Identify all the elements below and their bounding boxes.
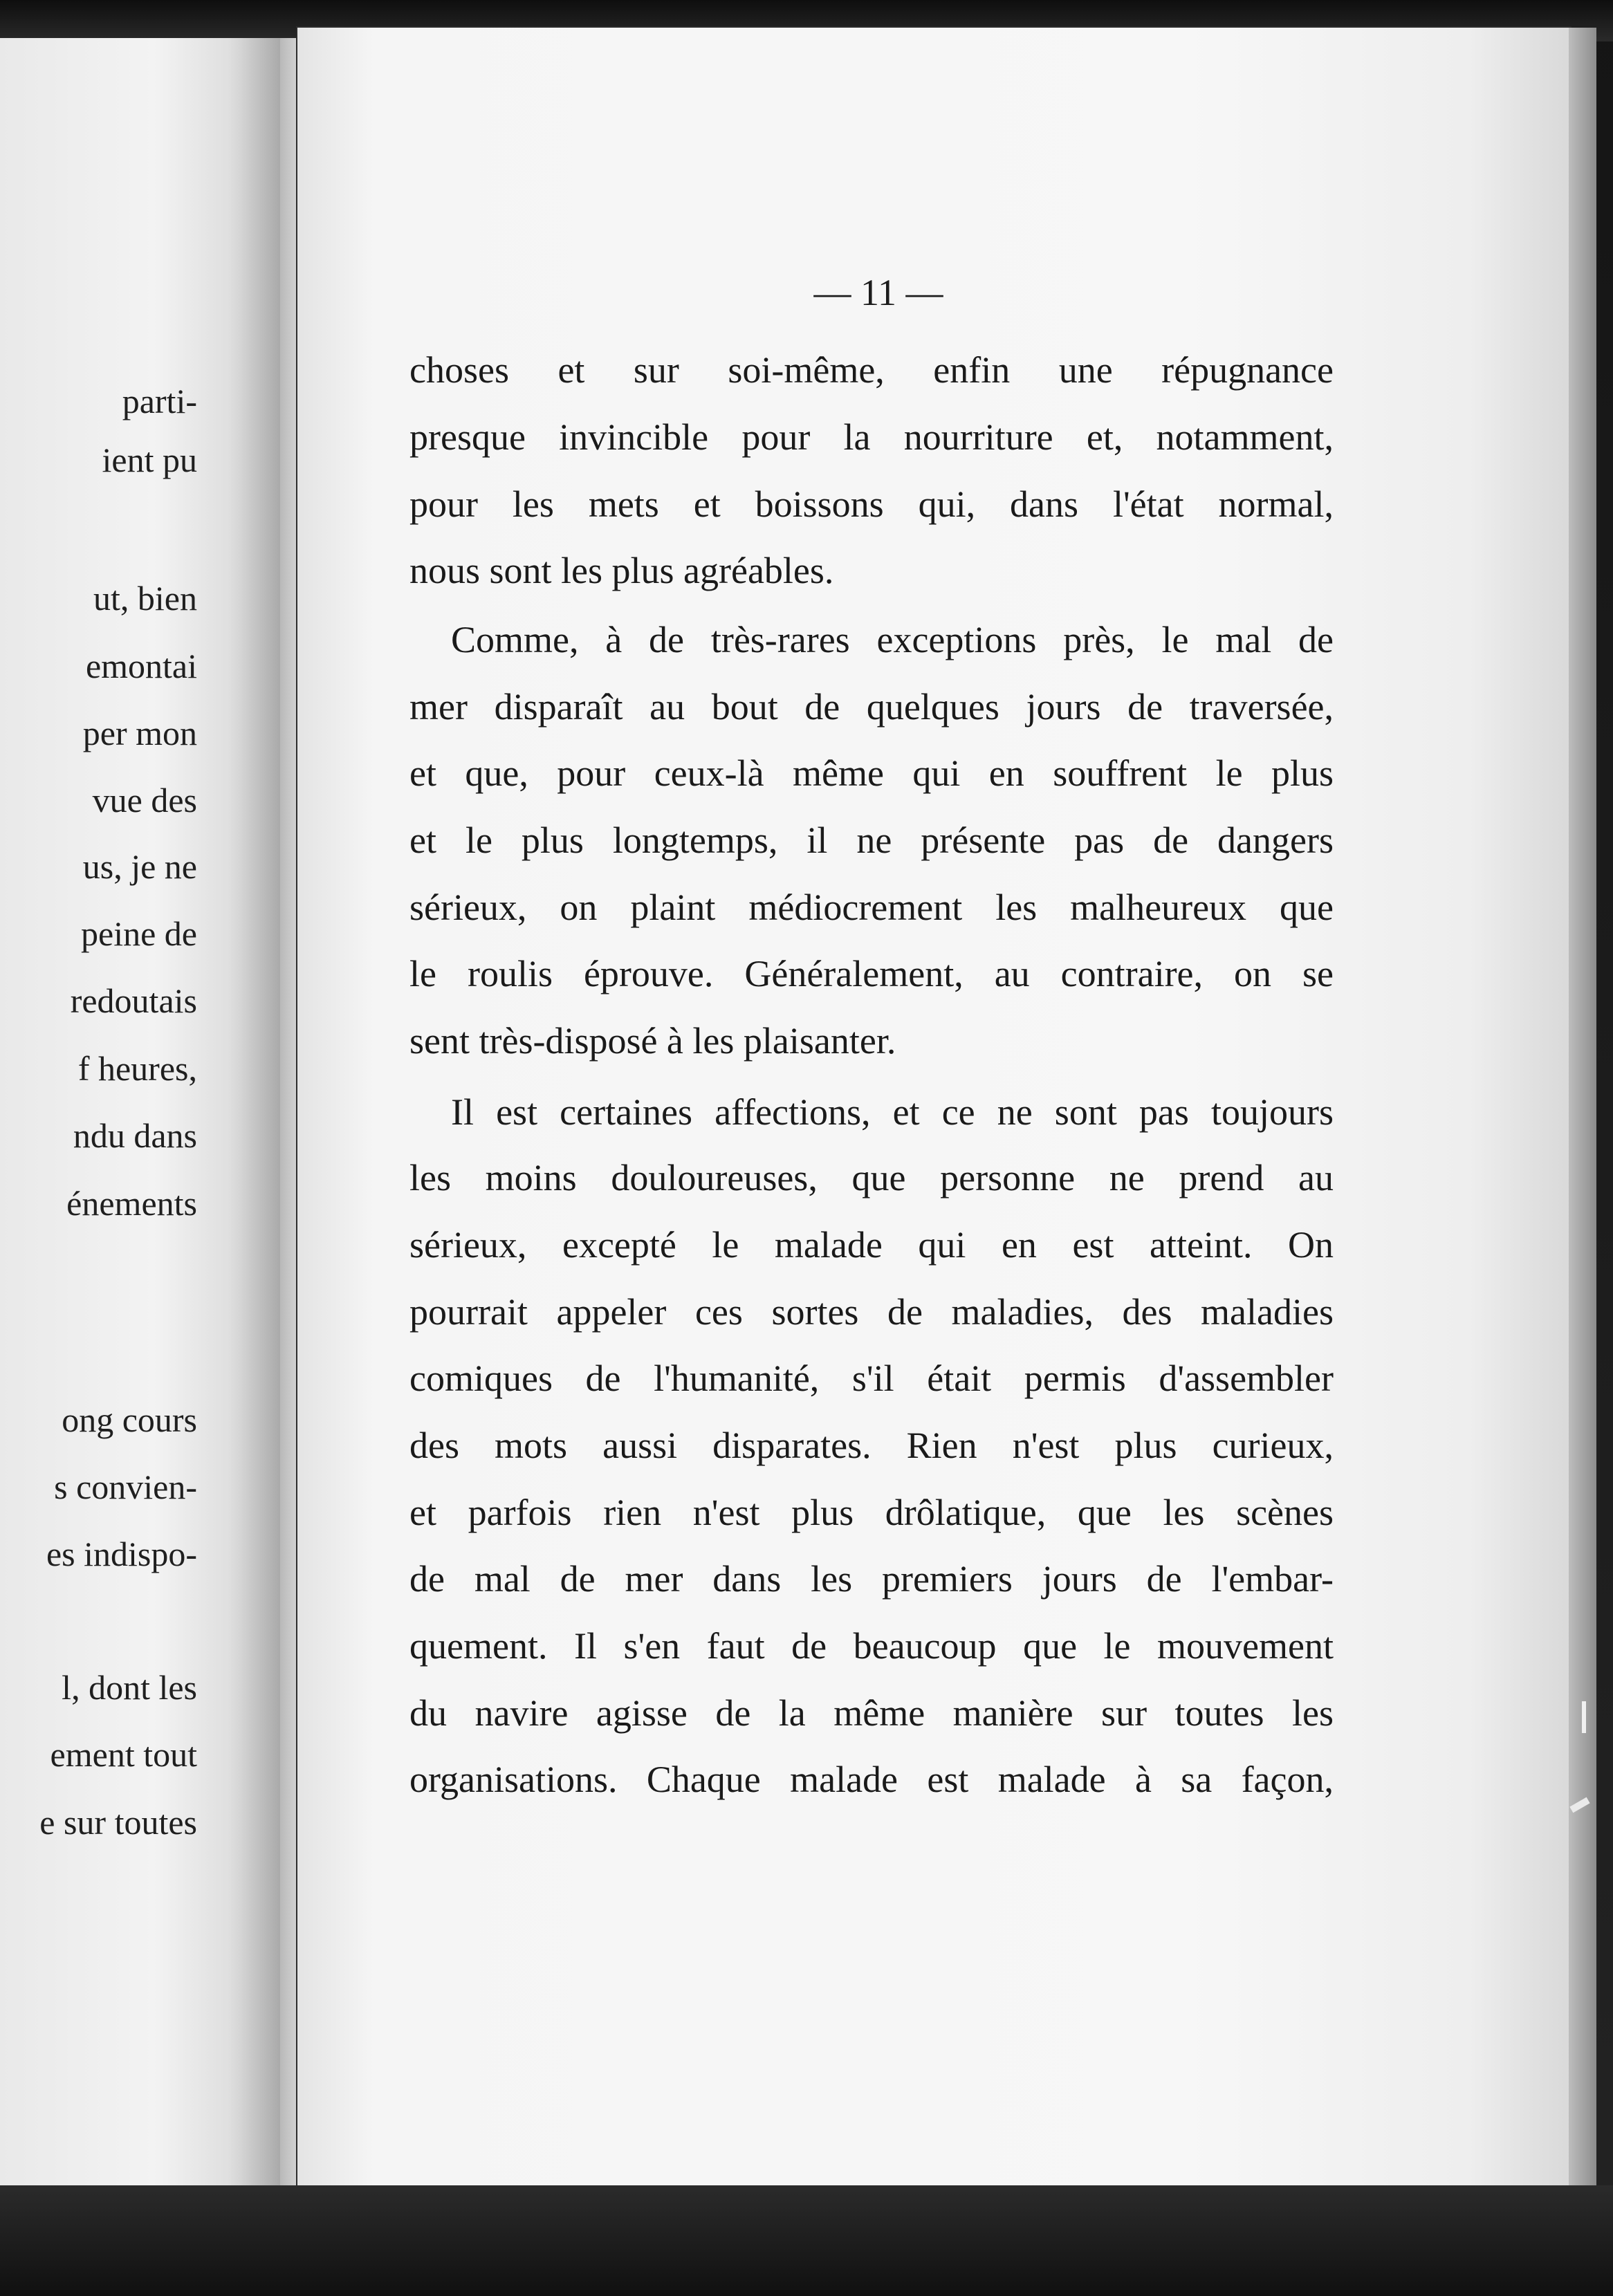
edge-mark <box>1582 1701 1586 1733</box>
left-page-line: vue des <box>92 781 197 820</box>
text-line: mer disparaît au bout de quelques jours de traversée, <box>409 686 1334 728</box>
text-line: et parfois rien n'est plus drôlatique, que les scènes <box>409 1492 1334 1533</box>
left-page-line: ement tout <box>50 1735 197 1774</box>
text-line: sent très-disposé à les plaisanter. <box>409 1020 896 1062</box>
left-page-line: f heures, <box>77 1049 197 1088</box>
left-page-line: us, je ne <box>82 847 197 886</box>
text-line: sérieux, on plaint médiocrement les malheureux que <box>409 887 1334 928</box>
text-line: et que, pour ceux-là même qui en souffrent le plus <box>409 752 1334 794</box>
left-page-line: ut, bien <box>93 579 197 618</box>
text-line: pourrait appeler ces sortes de maladies, des maladies <box>409 1291 1334 1333</box>
text-line: les moins douloureuses, que personne ne prend au <box>409 1157 1334 1198</box>
left-page-line: peine de <box>81 914 197 953</box>
text-line: pour les mets et boissons qui, dans l'état normal, <box>409 483 1334 525</box>
left-page-line: per mon <box>82 714 197 752</box>
left-page-line: s convien- <box>54 1468 197 1506</box>
text-line: Comme, à de très-rares exceptions près, le mal de <box>451 619 1334 660</box>
text-line: choses et sur soi-même, enfin une répugnance <box>409 349 1334 391</box>
left-page-line: l, dont les <box>62 1668 197 1707</box>
left-page-line: emontai <box>85 647 197 685</box>
left-page-line: es indispo- <box>46 1535 197 1573</box>
left-page-line: e sur toutes <box>39 1803 197 1842</box>
text-line: sérieux, excepté le malade qui en est atteint. On <box>409 1224 1334 1266</box>
left-page-line: énements <box>66 1184 197 1223</box>
left-page-line: redoutais <box>70 981 197 1020</box>
left-page-line: ndu dans <box>73 1116 197 1155</box>
left-page-line: parti- <box>122 382 197 420</box>
text-line: Il est certaines affections, et ce ne sont pas toujours <box>451 1091 1334 1133</box>
text-line: le roulis éprouve. Généralement, au contraire, on se <box>409 953 1334 994</box>
scan-bottom-edge <box>0 2185 1613 2296</box>
page-number: — 11 — <box>813 272 943 313</box>
text-line: comiques de l'humanité, s'il était permis d'assembler <box>409 1358 1334 1399</box>
text-line: de mal de mer dans les premiers jours de l'embar- <box>409 1558 1334 1600</box>
text-line: quement. Il s'en faut de beaucoup que le mouvement <box>409 1625 1334 1667</box>
text-line: et le plus longtemps, il ne présente pas de dangers <box>409 820 1334 861</box>
text-line: nous sont les plus agréables. <box>409 550 834 591</box>
text-line: du navire agisse de la même manière sur toutes les <box>409 1692 1334 1734</box>
right-page-edge <box>1569 28 1596 2206</box>
text-line: presque invincible pour la nourriture et, notamment, <box>409 416 1334 458</box>
text-line: organisations. Chaque malade est malade à sa façon, <box>409 1759 1334 1800</box>
text-line: des mots aussi disparates. Rien n'est plus curieux, <box>409 1425 1334 1466</box>
left-page-line: ong cours <box>62 1400 197 1439</box>
left-page-line: ient pu <box>102 441 197 479</box>
